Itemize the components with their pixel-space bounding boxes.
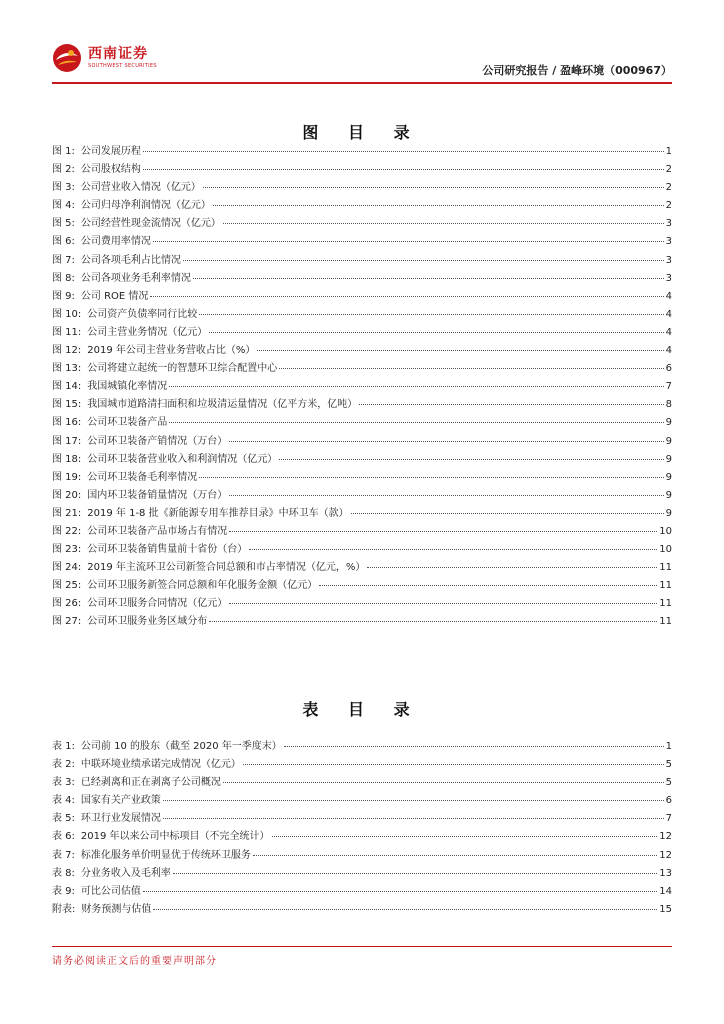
- toc-entry-title: 环卫行业发展情况: [80, 813, 161, 825]
- figure-toc-entry[interactable]: [52, 214, 672, 232]
- toc-page-number: 7: [665, 813, 672, 825]
- toc-entry-title: 财务预测与估值: [81, 903, 152, 915]
- toc-page-number: 9: [665, 417, 672, 429]
- toc-entry-label: [52, 142, 141, 157]
- table-toc-entry[interactable]: [52, 846, 672, 864]
- figure-toc-entry[interactable]: [52, 395, 672, 413]
- figure-toc-entry[interactable]: [52, 323, 672, 341]
- toc-entry-title: 公司股权结构: [80, 164, 141, 176]
- toc-leader-dots: [143, 891, 657, 892]
- toc-page-number: 6: [665, 795, 672, 807]
- toc-entry-prefix: 图 6:: [52, 236, 75, 248]
- toc-entry-label: [52, 178, 201, 193]
- toc-page-number: 12: [659, 831, 672, 843]
- toc-entry-title: 标准化服务单价明显优于传统环卫服务: [80, 849, 251, 861]
- southwest-securities-logo-icon: [52, 43, 82, 73]
- figures-section-title: 图 目 录: [302, 123, 422, 142]
- toc-entry-title: 公司环卫装备产品: [87, 417, 168, 429]
- toc-entry-label: [52, 612, 207, 627]
- table-toc-entry[interactable]: [52, 827, 672, 845]
- header-divider: [52, 82, 672, 84]
- toc-entry-title: 2019 年主流环卫公司新签合同总额和市占率情况（亿元，%）: [87, 562, 366, 574]
- figure-toc-entry[interactable]: [52, 486, 672, 504]
- toc-entry-prefix: 图 7:: [52, 254, 75, 266]
- toc-leader-dots: [199, 477, 663, 478]
- toc-page-number: 11: [659, 562, 672, 574]
- toc-leader-dots: [351, 513, 664, 514]
- toc-leader-dots: [229, 531, 657, 532]
- toc-leader-dots: [203, 187, 664, 188]
- figures-toc-list: [52, 142, 672, 631]
- figure-toc-entry[interactable]: [52, 196, 672, 214]
- tables-toc-list: [52, 737, 672, 918]
- toc-leader-dots: [209, 621, 657, 622]
- figure-toc-entry[interactable]: [52, 594, 672, 612]
- toc-page-number: 11: [659, 598, 672, 610]
- toc-entry-title: 公司主营业务情况（亿元）: [87, 326, 208, 338]
- toc-entry-label: [52, 196, 211, 211]
- toc-leader-dots: [223, 782, 664, 783]
- toc-page-number: 3: [665, 272, 672, 284]
- toc-page-number: 14: [659, 885, 672, 897]
- toc-entry-title: 我国城镇化率情况: [87, 381, 168, 393]
- report-info: 公司研究报告 / 盈峰环境（000967）: [482, 64, 672, 77]
- figure-toc-entry[interactable]: [52, 178, 672, 196]
- toc-leader-dots: [173, 873, 657, 874]
- toc-entry-prefix: 图 3:: [52, 182, 75, 194]
- toc-entry-prefix: 图 13:: [52, 363, 82, 375]
- toc-entry-prefix: 表 7:: [52, 849, 75, 861]
- toc-entry-prefix: 表 2:: [52, 759, 75, 771]
- toc-entry-prefix: 图 12:: [52, 345, 82, 357]
- toc-entry-title: 2019 年 1-8 批《新能源专用车推荐目录》中环卫车（款）: [87, 507, 349, 519]
- toc-page-number: 9: [665, 435, 672, 447]
- tables-section-title: 表 目 录: [302, 700, 422, 719]
- toc-leader-dots: [279, 459, 663, 460]
- toc-entry-title: 公司环卫装备产销情况（万台）: [87, 435, 228, 447]
- toc-page-number: 4: [665, 345, 672, 357]
- table-toc-entry[interactable]: [52, 755, 672, 773]
- toc-entry-prefix: 表 6:: [52, 831, 75, 843]
- toc-entry-label: [52, 882, 141, 897]
- toc-entry-title: 公司环卫装备毛利率情况: [87, 471, 198, 483]
- toc-page-number: 6: [665, 363, 672, 375]
- toc-entry-title: 2019 年以来公司中标项目（不完全统计）: [80, 831, 270, 843]
- figure-toc-entry[interactable]: [52, 160, 672, 178]
- figure-toc-entry[interactable]: [52, 432, 672, 450]
- toc-leader-dots: [163, 800, 664, 801]
- toc-entry-title: 公司前 10 的股东（截至 2020 年一季度末）: [80, 741, 282, 752]
- figure-toc-entry[interactable]: [52, 450, 672, 468]
- toc-entry-label: [52, 486, 227, 501]
- toc-entry-label: [52, 341, 255, 356]
- table-toc-entry[interactable]: [52, 882, 672, 900]
- toc-page-number: 2: [665, 200, 672, 212]
- toc-entry-prefix: 图 8:: [52, 272, 75, 284]
- toc-leader-dots: [153, 241, 664, 242]
- toc-leader-dots: [229, 495, 663, 496]
- toc-entry-prefix: 图 26:: [52, 598, 82, 610]
- toc-entry-title: 中联环境业绩承诺完成情况（亿元）: [80, 759, 241, 771]
- toc-leader-dots: [284, 746, 664, 747]
- toc-entry-prefix: 图 14:: [52, 381, 82, 393]
- toc-page-number: 9: [665, 489, 672, 501]
- toc-page-number: 4: [665, 308, 672, 320]
- toc-entry-label: [52, 323, 207, 338]
- toc-entry-label: [52, 413, 167, 428]
- toc-leader-dots: [229, 441, 663, 442]
- toc-entry-prefix: 表 5:: [52, 813, 75, 825]
- toc-entry-title: 公司环卫服务合同情况（亿元）: [87, 598, 228, 610]
- table-toc-entry[interactable]: [52, 773, 672, 791]
- toc-leader-dots: [367, 567, 657, 568]
- toc-page-number: 1: [665, 146, 672, 157]
- toc-leader-dots: [169, 422, 663, 423]
- toc-entry-label: [52, 737, 282, 752]
- toc-entry-prefix: 图 24:: [52, 562, 82, 574]
- toc-entry-label: [52, 432, 227, 447]
- figure-toc-entry[interactable]: [52, 504, 672, 522]
- table-toc-entry[interactable]: [52, 864, 672, 882]
- toc-entry-prefix: 图 18:: [52, 453, 82, 465]
- toc-entry-title: 分业务收入及毛利率: [80, 867, 171, 879]
- toc-leader-dots: [279, 368, 663, 369]
- toc-entry-title: 国内环卫装备销量情况（万台）: [87, 489, 228, 501]
- toc-entry-label: [52, 160, 141, 175]
- logo-chinese-name: 西南证券: [88, 46, 148, 62]
- table-toc-entry[interactable]: [52, 791, 672, 809]
- toc-leader-dots: [249, 549, 657, 550]
- figure-toc-entry[interactable]: [52, 305, 672, 323]
- toc-leader-dots: [243, 764, 664, 765]
- toc-page-number: 7: [665, 381, 672, 393]
- toc-entry-title: 公司环卫服务新签合同总额和年化服务金额（亿元）: [87, 580, 318, 592]
- toc-leader-dots: [169, 386, 663, 387]
- toc-page-number: 8: [665, 399, 672, 411]
- toc-page-number: 11: [659, 580, 672, 592]
- toc-page-number: 3: [665, 236, 672, 248]
- toc-entry-label: [52, 827, 270, 842]
- toc-entry-title: 可比公司估值: [80, 885, 141, 897]
- toc-leader-dots: [153, 909, 657, 910]
- toc-leader-dots: [253, 855, 657, 856]
- toc-entry-prefix: 图 5:: [52, 218, 75, 230]
- toc-entry-title: 公司发展历程: [80, 146, 141, 157]
- toc-page-number: 10: [659, 544, 672, 556]
- toc-entry-label: [52, 377, 167, 392]
- figure-toc-entry[interactable]: [52, 576, 672, 594]
- toc-entry-label: [52, 540, 247, 555]
- toc-page-number: 11: [659, 616, 672, 628]
- figure-toc-entry[interactable]: [52, 468, 672, 486]
- toc-entry-label: [52, 558, 365, 573]
- toc-page-number: 3: [665, 218, 672, 230]
- figure-toc-entry[interactable]: [52, 377, 672, 395]
- toc-leader-dots: [223, 223, 664, 224]
- toc-page-number: 4: [665, 326, 672, 338]
- toc-entry-label: [52, 232, 151, 247]
- toc-entry-prefix: 图 1:: [52, 146, 75, 157]
- toc-entry-prefix: 图 15:: [52, 399, 82, 411]
- toc-leader-dots: [183, 260, 664, 261]
- toc-entry-label: [52, 305, 197, 320]
- toc-entry-prefix: 图 17:: [52, 435, 82, 447]
- figure-toc-entry[interactable]: [52, 522, 672, 540]
- figure-toc-entry[interactable]: [52, 269, 672, 287]
- toc-entry-prefix: 图 21:: [52, 507, 82, 519]
- toc-entry-title: 公司归母净利润情况（亿元）: [80, 200, 211, 212]
- table-toc-entry[interactable]: [52, 809, 672, 827]
- figure-toc-entry[interactable]: [52, 612, 672, 630]
- toc-entry-label: [52, 809, 161, 824]
- toc-entry-title: 公司资产负债率同行比较: [87, 308, 198, 320]
- toc-entry-title: 我国城市道路清扫面积和垃圾清运量情况（亿平方米，亿吨）: [87, 399, 358, 411]
- toc-entry-label: [52, 269, 191, 284]
- footer-divider: [52, 946, 672, 947]
- toc-entry-title: 公司各项毛利占比情况: [80, 254, 181, 266]
- toc-entry-label: [52, 755, 241, 770]
- toc-entry-prefix: 图 25:: [52, 580, 82, 592]
- footer-disclaimer: 请务必阅读正文后的重要声明部分: [52, 956, 217, 967]
- toc-leader-dots: [199, 314, 663, 315]
- toc-page-number: 15: [659, 903, 672, 915]
- toc-entry-label: [52, 395, 357, 410]
- toc-page-number: 13: [659, 867, 672, 879]
- toc-entry-title: 公司经营性现金流情况（亿元）: [80, 218, 221, 230]
- toc-leader-dots: [257, 350, 663, 351]
- toc-entry-label: [52, 576, 317, 591]
- figure-toc-entry[interactable]: [52, 359, 672, 377]
- toc-page-number: 12: [659, 849, 672, 861]
- toc-entry-title: 公司 ROE 情况: [80, 290, 149, 302]
- figure-toc-entry[interactable]: [52, 232, 672, 250]
- toc-entry-label: [52, 773, 221, 788]
- toc-page-number: 3: [665, 254, 672, 266]
- toc-entry-prefix: 图 27:: [52, 616, 82, 628]
- figure-toc-entry[interactable]: [52, 142, 672, 160]
- figure-toc-entry[interactable]: [52, 287, 672, 305]
- figure-toc-entry[interactable]: [52, 413, 672, 431]
- toc-entry-title: 公司各项业务毛利率情况: [80, 272, 191, 284]
- toc-entry-prefix: 图 11:: [52, 326, 82, 338]
- toc-entry-prefix: 图 20:: [52, 489, 82, 501]
- toc-entry-label: [52, 287, 148, 302]
- figure-toc-entry[interactable]: [52, 558, 672, 576]
- toc-page-number: 1: [665, 741, 672, 752]
- toc-entry-prefix: 图 2:: [52, 164, 75, 176]
- toc-entry-label: [52, 251, 181, 266]
- toc-page-number: 9: [665, 507, 672, 519]
- table-toc-entry[interactable]: [52, 737, 672, 755]
- toc-entry-label: [52, 468, 197, 483]
- toc-entry-prefix: 图 19:: [52, 471, 82, 483]
- toc-entry-title: 国家有关产业政策: [80, 795, 161, 807]
- toc-leader-dots: [213, 205, 664, 206]
- figure-toc-entry[interactable]: [52, 341, 672, 359]
- toc-entry-title: 2019 年公司主营业务营收占比（%）: [87, 345, 256, 357]
- toc-leader-dots: [193, 278, 664, 279]
- toc-entry-prefix: 表 8:: [52, 867, 75, 879]
- toc-entry-prefix: 图 10:: [52, 308, 82, 320]
- toc-entry-label: [52, 594, 227, 609]
- toc-entry-prefix: 图 23:: [52, 544, 82, 556]
- toc-entry-title: 公司环卫装备销售量前十省份（台）: [87, 544, 248, 556]
- toc-page-number: 5: [665, 777, 672, 789]
- toc-entry-prefix: 表 1:: [52, 741, 75, 752]
- toc-entry-label: [52, 359, 277, 374]
- toc-entry-title: 公司营业收入情况（亿元）: [80, 182, 201, 194]
- toc-entry-label: [52, 864, 171, 879]
- toc-leader-dots: [209, 332, 663, 333]
- toc-page-number: 9: [665, 471, 672, 483]
- toc-entry-prefix: 表 9:: [52, 885, 75, 897]
- toc-entry-label: [52, 214, 221, 229]
- toc-leader-dots: [319, 585, 657, 586]
- toc-leader-dots: [143, 151, 664, 152]
- company-logo: [52, 40, 157, 76]
- figure-toc-entry[interactable]: [52, 251, 672, 269]
- toc-entry-prefix: 图 16:: [52, 417, 82, 429]
- toc-entry-label: [52, 900, 151, 915]
- toc-entry-label: [52, 846, 251, 861]
- toc-page-number: 9: [665, 453, 672, 465]
- toc-entry-title: 公司将建立起统一的智慧环卫综合配置中心: [87, 363, 278, 375]
- toc-entry-label: [52, 791, 161, 806]
- toc-entry-prefix: 附表:: [52, 903, 76, 915]
- toc-entry-title: 公司费用率情况: [80, 236, 151, 248]
- toc-entry-prefix: 表 4:: [52, 795, 75, 807]
- toc-page-number: 10: [659, 525, 672, 537]
- page-header: [52, 40, 672, 82]
- toc-leader-dots: [229, 603, 657, 604]
- toc-leader-dots: [143, 169, 664, 170]
- toc-entry-title: 公司环卫装备产品市场占有情况: [87, 525, 228, 537]
- toc-page-number: 5: [665, 759, 672, 771]
- toc-entry-prefix: 图 9:: [52, 290, 75, 302]
- toc-entry-label: [52, 504, 349, 519]
- toc-leader-dots: [163, 818, 664, 819]
- toc-page-number: 2: [665, 182, 672, 194]
- toc-entry-label: [52, 522, 227, 537]
- toc-entry-prefix: 图 22:: [52, 525, 82, 537]
- toc-entry-title: 公司环卫装备营业收入和利润情况（亿元）: [87, 453, 278, 465]
- toc-entry-prefix: 图 4:: [52, 200, 75, 212]
- toc-entry-title: 公司环卫服务业务区域分布: [87, 616, 208, 628]
- toc-entry-title: 已经剥离和正在剥离子公司概况: [80, 777, 221, 789]
- table-toc-entry[interactable]: [52, 900, 672, 918]
- toc-page-number: 4: [665, 290, 672, 302]
- toc-leader-dots: [150, 296, 663, 297]
- toc-entry-prefix: 表 3:: [52, 777, 75, 789]
- toc-leader-dots: [272, 836, 658, 837]
- toc-entry-label: [52, 450, 277, 465]
- toc-leader-dots: [359, 404, 663, 405]
- figure-toc-entry[interactable]: [52, 540, 672, 558]
- toc-page-number: 2: [665, 164, 672, 176]
- logo-english-name: SOUTHWEST SECURITIES: [88, 63, 157, 69]
